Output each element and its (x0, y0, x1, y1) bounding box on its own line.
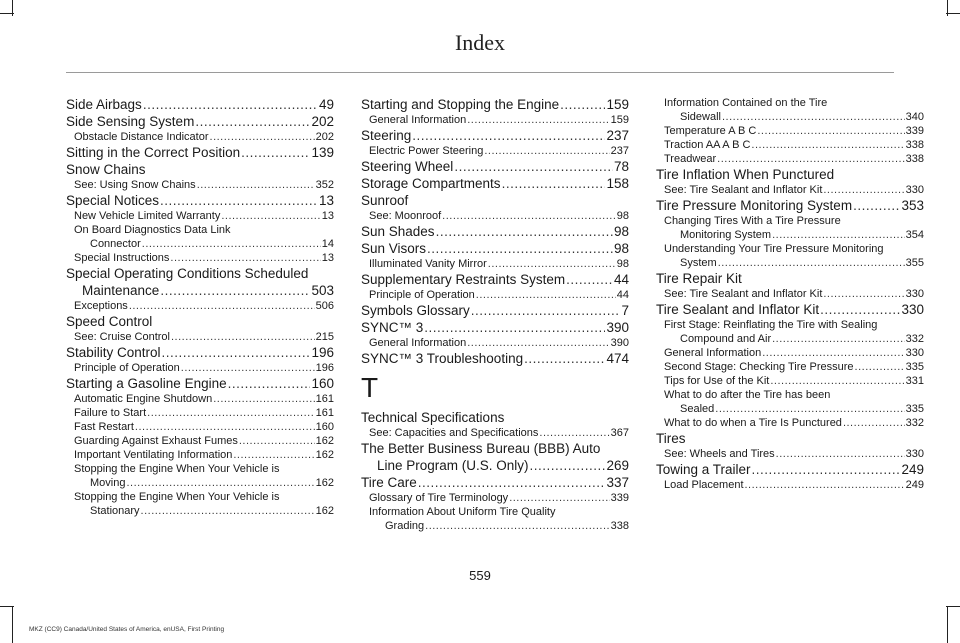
entry-text: Fast Restart (74, 421, 134, 433)
crop-mark-bottom-right-h (946, 606, 960, 607)
entry-page-number: 13 (321, 252, 334, 264)
entry-text: Moving (90, 477, 126, 489)
leader-dots (717, 152, 904, 166)
entry-page-number: 162 (315, 505, 334, 517)
entry-text: Important Ventilating Information (74, 449, 233, 461)
entry-text: Tire Sealant and Inflator Kit (656, 302, 820, 317)
crop-mark-top-right-h (946, 13, 960, 14)
entry-text: Stability Control (66, 345, 161, 360)
index-entry (361, 127, 629, 144)
entry-page-number: 332 (905, 417, 924, 429)
entry-text: Side Airbags (66, 97, 142, 112)
entry-page-number: 503 (311, 283, 334, 298)
header-rule (66, 72, 894, 73)
entry-text: Principle of Operation (74, 362, 180, 374)
index-entry (656, 430, 924, 447)
leader-dots (843, 416, 905, 430)
entry-text: See: Capacities and Specifications (369, 427, 539, 439)
leader-dots (181, 361, 315, 375)
index-subentry (66, 448, 334, 462)
leader-dots (228, 376, 311, 392)
entry-text: Supplementary Restraints System (361, 272, 566, 287)
page-number: 559 (469, 568, 491, 583)
leader-dots (752, 462, 901, 478)
entry-page-number: 162 (315, 477, 334, 489)
entry-text: On Board Diagnostics Data Link (74, 224, 231, 236)
index-subentry (656, 374, 924, 388)
entry-text: SYNC™ 3 (361, 320, 424, 335)
index-entry (656, 461, 924, 478)
entry-page-number: 162 (315, 449, 334, 461)
crop-mark-bottom-left-v (12, 606, 13, 643)
entry-text: Symbols Glossary (361, 303, 470, 318)
index-subentry (656, 332, 924, 346)
leader-dots (143, 97, 318, 113)
entry-text: Changing Tires With a Tire Pressure (664, 215, 841, 227)
index-subentry (361, 288, 629, 302)
leader-dots (566, 272, 613, 288)
entry-text: Failure to Start (74, 407, 147, 419)
leader-dots (241, 145, 310, 161)
index-subentry (656, 138, 924, 152)
index-subentry (656, 124, 924, 138)
leader-dots (853, 198, 900, 214)
index-entry (361, 96, 629, 113)
entry-text: First Stage: Reinflating the Tire with Sealing (664, 319, 878, 331)
index-entry (361, 175, 629, 192)
entry-text: Electric Power Steering (369, 145, 484, 157)
entry-text: Sun Shades (361, 224, 435, 239)
index-subentry (656, 183, 924, 197)
index-subentry (656, 447, 924, 461)
entry-page-number: 338 (905, 153, 924, 165)
entry-page-number: 7 (621, 303, 629, 318)
index-entry (656, 301, 924, 318)
index-subentry (656, 242, 924, 256)
entry-text: Sitting in the Correct Position (66, 145, 241, 160)
index-subentry (66, 490, 334, 504)
entry-page-number: 330 (905, 347, 924, 359)
leader-dots (171, 330, 315, 344)
index-subentry (361, 113, 629, 127)
leader-dots (424, 320, 605, 336)
index-subentry (656, 388, 924, 402)
leader-dots (770, 374, 904, 388)
index-entry (66, 313, 334, 330)
index-subentry (66, 251, 334, 265)
entry-text: Sun Visors (361, 241, 427, 256)
entry-page-number: 330 (901, 302, 924, 317)
entry-text: Tire Inflation When Punctured (656, 167, 835, 182)
entry-page-number: 474 (606, 351, 629, 366)
page-title: Index (454, 30, 506, 55)
leader-dots (855, 360, 905, 374)
entry-page-number: 390 (610, 337, 629, 349)
crop-mark-bottom-left-h (0, 606, 14, 607)
entry-text: Exceptions (74, 300, 128, 312)
leader-dots (221, 209, 320, 223)
leader-dots (142, 237, 321, 251)
leader-dots (722, 110, 905, 124)
leader-dots (820, 302, 900, 318)
entry-page-number: 98 (616, 210, 629, 222)
leader-dots (772, 332, 905, 346)
entry-page-number: 49 (318, 97, 334, 112)
index-subentry (656, 152, 924, 166)
leader-dots (772, 228, 905, 242)
index-letter-heading: T (361, 372, 379, 403)
index-entry (361, 271, 629, 288)
index-subentry (361, 519, 629, 533)
leader-dots (427, 241, 613, 257)
index-subentry (66, 223, 334, 237)
leader-dots (160, 283, 310, 299)
index-subentry (66, 237, 334, 251)
entry-page-number: 355 (905, 257, 924, 269)
entry-text: Starting a Gasoline Engine (66, 376, 227, 391)
entry-page-number: 340 (905, 111, 924, 123)
index-entry (361, 409, 629, 426)
crop-mark-bottom-right-v (947, 606, 948, 643)
entry-text: Stopping the Engine When Your Vehicle is (74, 491, 280, 503)
entry-page-number: 339 (905, 125, 924, 137)
index-entry (66, 344, 334, 361)
entry-text: General Information (369, 114, 467, 126)
index-entry (361, 192, 629, 209)
index-entry (66, 161, 334, 178)
entry-text: See: Tire Sealant and Inflator Kit (664, 288, 823, 300)
leader-dots (418, 475, 606, 491)
entry-page-number: 160 (315, 421, 334, 433)
leader-dots (823, 183, 904, 197)
index-subentry (656, 478, 924, 492)
index-subentry (656, 346, 924, 360)
entry-text: Grading (385, 520, 425, 532)
entry-page-number: 202 (315, 131, 334, 143)
leader-dots (524, 351, 605, 367)
index-entry (361, 158, 629, 175)
leader-dots (476, 288, 616, 302)
leader-dots (762, 346, 904, 360)
leader-dots (239, 434, 315, 448)
entry-text: Speed Control (66, 314, 153, 329)
index-subentry (361, 257, 629, 271)
entry-page-number: 332 (905, 333, 924, 345)
index-subentry (656, 256, 924, 270)
entry-text: Special Notices (66, 193, 160, 208)
index-subentry (66, 178, 334, 192)
entry-text: Steering (361, 128, 412, 143)
entry-text: Monitoring System (680, 229, 772, 241)
entry-text: Sealed (680, 403, 715, 415)
index-subentry (361, 209, 629, 223)
entry-text: Steering Wheel (361, 159, 454, 174)
entry-text: Storage Compartments (361, 176, 501, 191)
entry-text: Connector (90, 238, 141, 250)
leader-dots (757, 124, 904, 138)
entry-text: Tire Pressure Monitoring System (656, 198, 853, 213)
entry-text: Sunroof (361, 193, 409, 208)
index-subentry (656, 214, 924, 228)
entry-text: The Better Business Bureau (BBB) Auto (361, 441, 601, 456)
entry-text: Traction AA A B C (664, 139, 751, 151)
leader-dots (530, 458, 606, 474)
index-column-2 (361, 96, 629, 533)
entry-page-number: 237 (610, 145, 629, 157)
index-subentry (656, 228, 924, 242)
entry-page-number: 159 (610, 114, 629, 126)
entry-page-number: 13 (321, 210, 334, 222)
entry-text: Illuminated Vanity Mirror (369, 258, 487, 270)
entry-text: What to do when a Tire Is Punctured (664, 417, 842, 429)
index-subentry (66, 434, 334, 448)
index-entry (656, 270, 924, 287)
entry-page-number: 249 (905, 479, 924, 491)
entry-text: See: Wheels and Tires (664, 448, 775, 460)
index-entry (66, 265, 334, 282)
entry-text: See: Tire Sealant and Inflator Kit (664, 184, 823, 196)
entry-text: Stopping the Engine When Your Vehicle is (74, 463, 280, 475)
entry-text: Compound and Air (680, 333, 772, 345)
leader-dots (197, 178, 315, 192)
entry-text: Special Operating Conditions Scheduled (66, 266, 309, 281)
entry-page-number: 159 (606, 97, 629, 112)
index-entry (361, 457, 629, 474)
entry-page-number: 338 (610, 520, 629, 532)
entry-page-number: 196 (315, 362, 334, 374)
entry-page-number: 161 (315, 393, 334, 405)
leader-dots (170, 251, 320, 265)
leader-dots (718, 256, 905, 270)
crop-mark-top-left-h (0, 13, 14, 14)
leader-dots (560, 97, 605, 113)
index-entry (66, 96, 334, 113)
index-subentry (66, 330, 334, 344)
entry-text: Treadwear (664, 153, 717, 165)
entry-page-number: 338 (905, 139, 924, 151)
entry-page-number: 44 (616, 289, 629, 301)
leader-dots (129, 299, 315, 313)
index-subentry (656, 402, 924, 416)
index-column-1 (66, 96, 334, 518)
entry-text: Guarding Against Exhaust Fumes (74, 435, 238, 447)
leader-dots (715, 402, 904, 416)
index-subentry (66, 476, 334, 490)
leader-dots (751, 138, 904, 152)
leader-dots (147, 406, 315, 420)
entry-page-number: 335 (905, 361, 924, 373)
index-entry (361, 440, 629, 457)
entry-text: Automatic Engine Shutdown (74, 393, 213, 405)
entry-text: Side Sensing System (66, 114, 195, 129)
index-entry (66, 282, 334, 299)
entry-text: See: Using Snow Chains (74, 179, 196, 191)
entry-text: Information Contained on the Tire (664, 97, 828, 109)
entry-page-number: 339 (610, 492, 629, 504)
entry-text: Principle of Operation (369, 289, 475, 301)
index-subentry (66, 504, 334, 518)
entry-text: Temperature A B C (664, 125, 757, 137)
entry-page-number: 390 (606, 320, 629, 335)
entry-text: Starting and Stopping the Engine (361, 97, 560, 112)
entry-text: Maintenance (82, 283, 160, 298)
entry-page-number: 506 (315, 300, 334, 312)
entry-page-number: 13 (318, 193, 334, 208)
entry-text: Tips for Use of the Kit (664, 375, 770, 387)
leader-dots (467, 113, 609, 127)
entry-text: Glossary of Tire Terminology (369, 492, 509, 504)
index-subentry (656, 287, 924, 301)
leader-dots (776, 447, 905, 461)
entry-text: Snow Chains (66, 162, 146, 177)
leader-dots (160, 193, 318, 209)
entry-page-number: 98 (616, 258, 629, 270)
index-entry (361, 319, 629, 336)
entry-page-number: 269 (606, 458, 629, 473)
index-entry (656, 197, 924, 214)
entry-text: Load Placement (664, 479, 744, 491)
index-subentry (66, 392, 334, 406)
entry-page-number: 196 (311, 345, 334, 360)
leader-dots (471, 303, 621, 319)
entry-page-number: 98 (613, 224, 629, 239)
index-entry (66, 192, 334, 209)
index-subentry (361, 144, 629, 158)
entry-page-number: 14 (321, 238, 334, 250)
leader-dots (539, 426, 609, 440)
index-entry (66, 375, 334, 392)
entry-page-number: 331 (905, 375, 924, 387)
index-entry (361, 240, 629, 257)
entry-text: System (680, 257, 717, 269)
entry-text: New Vehicle Limited Warranty (74, 210, 221, 222)
entry-page-number: 330 (905, 448, 924, 460)
entry-text: General Information (369, 337, 467, 349)
leader-dots (509, 491, 609, 505)
leader-dots (467, 336, 609, 350)
entry-text: Obstacle Distance Indicator (74, 131, 209, 143)
leader-dots (436, 224, 613, 240)
entry-page-number: 353 (901, 198, 924, 213)
leader-dots (210, 130, 315, 144)
leader-dots (162, 345, 311, 361)
leader-dots (195, 114, 310, 130)
entry-text: Tire Care (361, 475, 417, 490)
leader-dots (745, 478, 905, 492)
index-subentry (656, 360, 924, 374)
index-subentry (361, 336, 629, 350)
entry-text: Tires (656, 431, 686, 446)
index-entry (66, 144, 334, 161)
leader-dots (488, 257, 616, 271)
leader-dots (454, 159, 613, 175)
leader-dots (135, 420, 315, 434)
entry-page-number: 160 (311, 376, 334, 391)
leader-dots (502, 176, 606, 192)
entry-page-number: 202 (311, 114, 334, 129)
entry-text: Technical Specifications (361, 410, 505, 425)
entry-text: Tire Repair Kit (656, 271, 742, 286)
index-entry (656, 166, 924, 183)
index-subentry (66, 462, 334, 476)
index-subentry (66, 361, 334, 375)
entry-page-number: 161 (315, 407, 334, 419)
entry-page-number: 162 (315, 435, 334, 447)
leader-dots (233, 448, 314, 462)
index-subentry (656, 96, 924, 110)
index-subentry (656, 110, 924, 124)
entry-page-number: 249 (901, 462, 924, 477)
index-entry (361, 350, 629, 367)
entry-text: Special Instructions (74, 252, 170, 264)
index-column-3 (656, 96, 924, 492)
entry-page-number: 44 (613, 272, 629, 287)
entry-page-number: 330 (905, 184, 924, 196)
index-subentry (361, 505, 629, 519)
entry-page-number: 139 (311, 145, 334, 160)
entry-page-number: 215 (315, 331, 334, 343)
print-footer: MKZ (CC9) Canada/United States of America, enUSA, First Printing (29, 626, 225, 633)
leader-dots (425, 519, 610, 533)
entry-text: Sidewall (680, 111, 721, 123)
entry-text: Information About Uniform Tire Quality (369, 506, 556, 518)
leader-dots (213, 392, 314, 406)
index-entry (361, 474, 629, 491)
index-entry (361, 223, 629, 240)
index-subentry (66, 420, 334, 434)
entry-page-number: 98 (613, 241, 629, 256)
entry-page-number: 337 (606, 475, 629, 490)
entry-page-number: 78 (613, 159, 629, 174)
entry-page-number: 237 (606, 128, 629, 143)
entry-page-number: 352 (315, 179, 334, 191)
leader-dots (823, 287, 904, 301)
leader-dots (126, 476, 314, 490)
index-subentry (66, 406, 334, 420)
entry-page-number: 330 (905, 288, 924, 300)
index-subentry (66, 299, 334, 313)
index-subentry (66, 130, 334, 144)
entry-text: Towing a Trailer (656, 462, 751, 477)
leader-dots (442, 209, 616, 223)
index-subentry (361, 426, 629, 440)
entry-page-number: 335 (905, 403, 924, 415)
entry-page-number: 367 (610, 427, 629, 439)
index-subentry (361, 491, 629, 505)
entry-text: Understanding Your Tire Pressure Monitoring (664, 243, 884, 255)
leader-dots (484, 144, 609, 158)
entry-text: See: Cruise Control (74, 331, 170, 343)
entry-text: See: Moonroof (369, 210, 442, 222)
entry-text: Stationary (90, 505, 140, 517)
entry-text: What to do after the Tire has been (664, 389, 831, 401)
index-subentry (656, 318, 924, 332)
entry-text: General Information (664, 347, 762, 359)
entry-text: Second Stage: Checking Tire Pressure (664, 361, 854, 373)
index-entry (66, 113, 334, 130)
entry-page-number: 354 (905, 229, 924, 241)
leader-dots (141, 504, 315, 518)
leader-dots (412, 128, 605, 144)
entry-text: SYNC™ 3 Troubleshooting (361, 351, 524, 366)
index-subentry (66, 209, 334, 223)
entry-text: Line Program (U.S. Only) (377, 458, 529, 473)
index-subentry (656, 416, 924, 430)
entry-page-number: 158 (606, 176, 629, 191)
index-entry (361, 302, 629, 319)
